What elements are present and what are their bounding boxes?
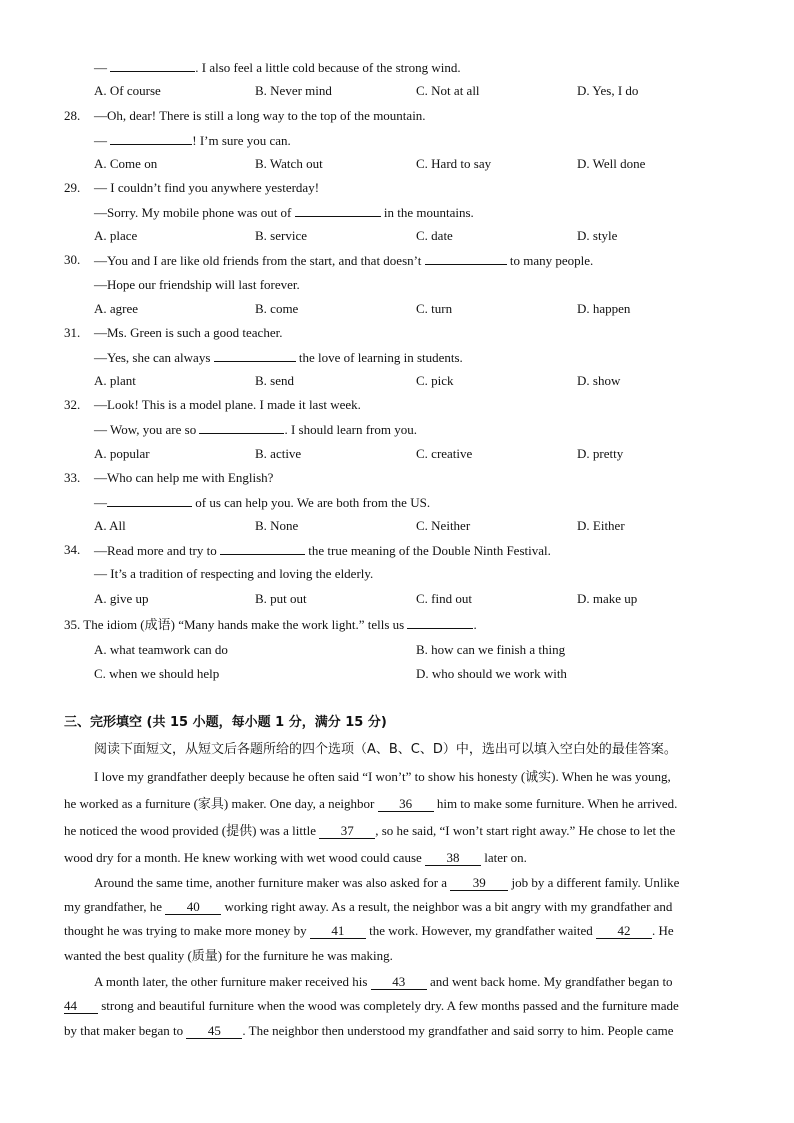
option-d: D. style [577,228,618,243]
question-text: —Oh, dear! There is still a long way to the top of the mountain. [94,108,426,123]
passage-text: . He [652,923,674,938]
option-a: A. place [94,228,138,243]
option-c: C. Hard to say [416,156,492,171]
text: the love of learning in students. [295,350,463,365]
option-d: D. make up [577,591,638,606]
passage-text: he worked as a furniture (家具) maker. One day, a neighbor [64,796,378,811]
text: — [94,60,111,75]
option-a: A. Of course [94,83,161,98]
passage-text: job by a different family. Unlike [508,875,680,890]
option-a: A. plant [94,373,136,388]
cloze-blank-42: 42 [596,924,652,939]
text: . I also feel a little cold because of the strong wind. [195,60,461,75]
passage-text: , so he said, “I won’t start right away.” He chose to let the [375,823,676,838]
text: — [94,495,107,510]
passage-text: him to make some furniture. When he arrived. [433,796,678,811]
cloze-blank-38: 38 [425,851,481,866]
answer-blank [110,132,192,145]
passage-text: he noticed the wood provided (提供) was a little [64,823,320,838]
question-number: 35. [64,617,81,632]
option-a: A. agree [94,301,139,316]
question-number: 32. [64,397,81,412]
question-text: —Ms. Green is such a good teacher. [94,325,283,340]
question-number: 30. [64,252,81,267]
cloze-blank-39: 39 [450,876,508,891]
cloze-blank-43: 43 [371,975,427,990]
option-c: C. when we should help [94,666,220,681]
answer-blank [220,542,305,555]
option-b: B. service [255,228,307,243]
option-b: B. put out [255,591,307,606]
option-b: B. Never mind [255,83,332,98]
option-c: C. pick [416,373,454,388]
text: —Yes, she can always [94,350,214,365]
text: . I should learn from you. [284,422,417,437]
passage-text: A month later, the other furniture maker received his [94,974,371,989]
answer-blank [407,616,473,629]
text: ! I’m sure you can. [192,133,291,148]
answer-blank [295,204,381,217]
passage-text: my grandfather, he [64,899,166,914]
option-a: A. popular [94,446,150,461]
passage-text: thought he was trying to make more money by [64,923,310,938]
text: . [473,617,477,632]
text: in the mountains. [380,205,474,220]
passage-text: later on. [481,850,527,865]
text: — [94,133,111,148]
passage-text: wood dry for a month. He knew working with wet wood could cause [64,850,426,865]
option-d: D. Yes, I do [577,83,639,98]
option-c: C. Neither [416,518,471,533]
passage-text: working right away. As a result, the neighbor was a bit angry with my grandfather and [221,899,673,914]
option-d: D. show [577,373,621,388]
passage-text: and went back home. My grandfather began to [426,974,673,989]
answer-blank [425,252,507,265]
option-d: D. pretty [577,446,624,461]
passage-text: Around the same time, another furniture maker was also asked for a [94,875,451,890]
question-text: —Hope our friendship will last forever. [94,277,300,292]
question-text: —Who can help me with English? [94,470,274,485]
option-b: B. send [255,373,294,388]
question-number: 33. [64,470,81,485]
option-c: C. find out [416,591,472,606]
question-number: 31. [64,325,81,340]
option-d: D. Either [577,518,625,533]
option-d: D. Well done [577,156,646,171]
option-c: C. date [416,228,453,243]
option-b: B. come [255,301,299,316]
option-b: B. active [255,446,302,461]
cloze-blank-37: 37 [319,824,375,839]
answer-blank [214,349,296,362]
text: —Read more and try to [94,543,220,558]
text: —Sorry. My mobile phone was out of [94,205,295,220]
option-b: B. Watch out [255,156,323,171]
answer-blank [199,421,284,434]
text: The idiom (成语) “Many hands make the work light.” tells us [83,617,408,632]
cloze-blank-45: 45 [186,1024,242,1039]
text: the true meaning of the Double Ninth Festival. [305,543,551,558]
cloze-blank-41: 41 [310,924,366,939]
text: —You and I are like old friends from the start, and that doesn’t [94,253,425,268]
option-a: A. give up [94,591,149,606]
option-b: B. None [255,518,299,533]
question-number: 29. [64,180,81,195]
option-a: A. what teamwork can do [94,642,228,657]
option-d: D. happen [577,301,631,316]
option-a: A. All [94,518,126,533]
passage-text: I love my grandfather deeply because he often said “I won’t” to show his honesty (诚实). When he was young, [94,769,671,784]
text: — Wow, you are so [94,422,200,437]
question-text: —Look! This is a model plane. I made it last week. [94,397,361,412]
instruction-text: 阅读下面短文，从短文后各题所给的四个选项（A、B、C、D）中，选出可以填入空白处的最佳答案。 [94,742,677,757]
question-text: — It’s a tradition of respecting and loving the elderly. [94,566,374,581]
option-c: C. turn [416,301,453,316]
cloze-blank-36: 36 [378,797,434,812]
question-number: 28. [64,108,81,123]
option-a: A. Come on [94,156,158,171]
cloze-blank-40: 40 [165,900,221,915]
option-c: C. creative [416,446,473,461]
cloze-blank-44: 44 [64,999,98,1014]
passage-text: wanted the best quality (质量) for the furniture he was making. [64,948,393,963]
passage-text: . The neighbor then understood my grandfather and said sorry to him. People came [242,1023,674,1038]
answer-blank [107,494,192,507]
answer-blank [110,59,195,72]
passage-text: strong and beautiful furniture when the wood was completely dry. A few months passed and the furniture made [98,998,679,1013]
question-number: 34. [64,542,81,557]
section-title: 三、完形填空 (共 15 小题，每小题 1 分，满分 15 分) [64,715,387,730]
text: to many people. [506,253,594,268]
question-text: — I couldn’t find you anywhere yesterday! [94,180,320,195]
question-35-text [64,616,477,633]
option-c: C. Not at all [416,83,480,98]
passage-text: the work. However, my grandfather waited [365,923,597,938]
option-b: B. how can we finish a thing [416,642,566,657]
text: of us can help you. We are both from the US. [192,495,431,510]
passage-text: by that maker began to [64,1023,187,1038]
option-d: D. who should we work with [416,666,567,681]
